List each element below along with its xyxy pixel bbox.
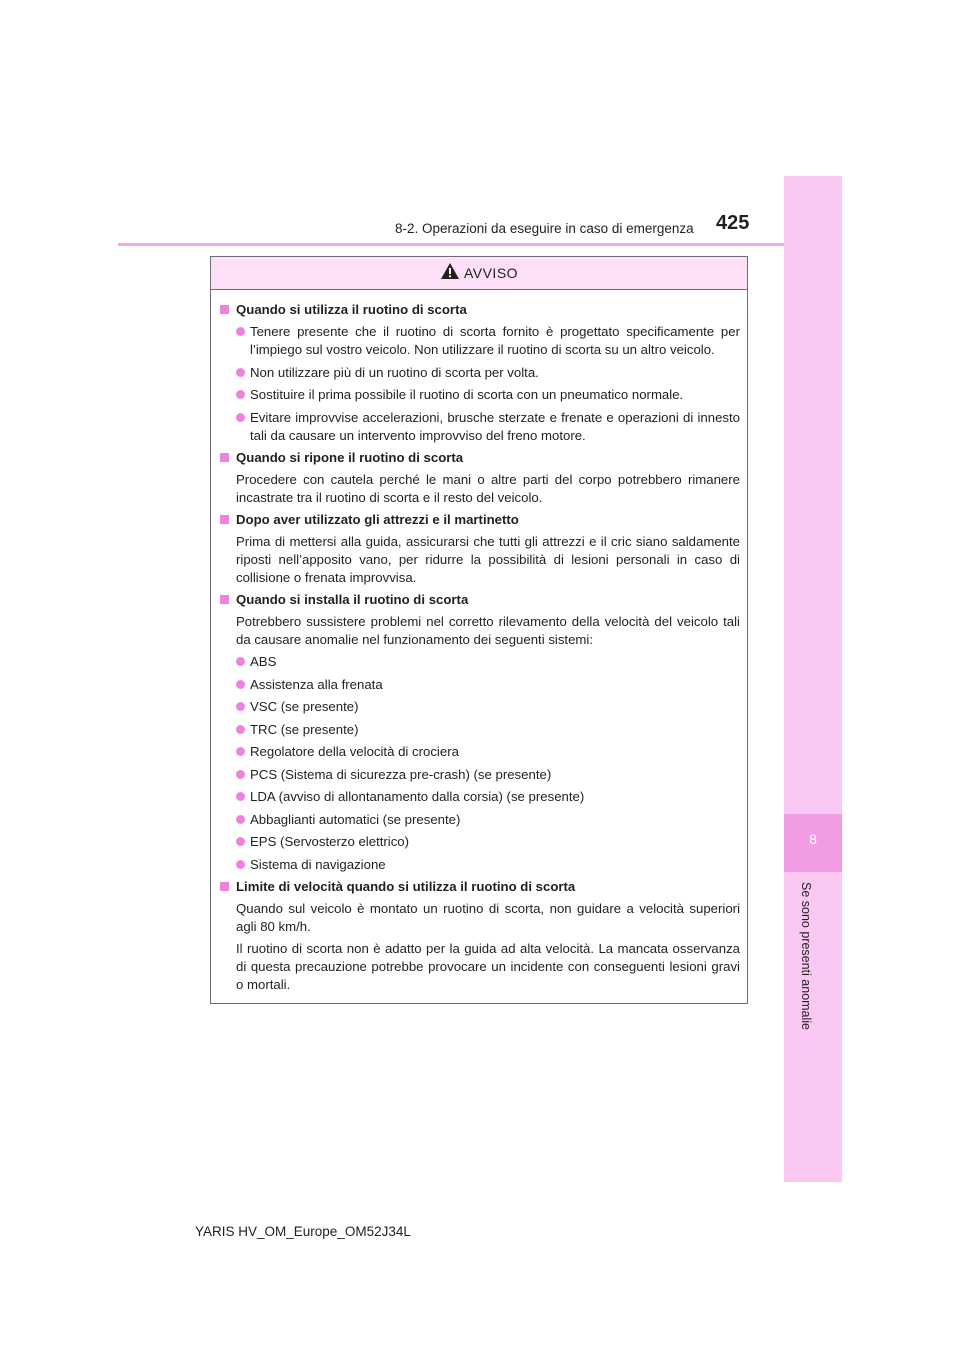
list-item: EPS (Servosterzo elettrico) (218, 833, 740, 851)
section-text: Il ruotino di scorta non è adatto per la guida ad alta velocità. La mancata osservanza di questa precauzione potrebbe provocare un incidente con conseguenti lesioni gravi o mortali. (236, 941, 740, 992)
section-text: Potrebbero sussistere problemi nel corretto rilevamento della velocità del veicolo tali da causare anomalie nel funzionamento dei seguenti sistemi: (236, 614, 740, 647)
list-item: Sistema di navigazione (218, 856, 740, 874)
list-item: Evitare improvvise accelerazioni, brusche sterzate e frenate e operazioni di innesto tali da causare un intervento improvviso del freno motore. (218, 409, 740, 445)
chapter-number: 8 (809, 831, 817, 847)
section-title: Dopo aver utilizzato gli attrezzi e il martinetto (218, 511, 740, 529)
section-text: Procedere con cautela perché le mani o altre parti del corpo potrebbero rimanere incastrate tra il ruotino di scorta e il resto del veicolo. (236, 472, 740, 505)
list-item: VSC (se presente) (218, 698, 740, 716)
section-title: Quando si installa il ruotino di scorta (218, 591, 740, 609)
section-title: Limite di velocità quando si utilizza il ruotino di scorta (218, 878, 740, 896)
section-title: Quando si ripone il ruotino di scorta (218, 449, 740, 467)
list-item: Non utilizzare più di un ruotino di scorta per volta. (218, 364, 740, 382)
list-item: ABS (218, 653, 740, 671)
list-item: LDA (avviso di allontanamento dalla corsia) (se presente) (218, 788, 740, 806)
header-rule (118, 243, 842, 246)
list-item: Sostituire il prima possibile il ruotino di scorta con un pneumatico normale. (218, 386, 740, 404)
chapter-number-box (784, 814, 842, 872)
section-title: Quando si utilizza il ruotino di scorta (218, 301, 740, 319)
warning-body (211, 290, 747, 994)
footer-model-code: YARIS HV_OM_Europe_OM52J34L (195, 1224, 411, 1239)
list-item: TRC (se presente) (218, 721, 740, 739)
section-text: Prima di mettersi alla guida, assicurarsi che tutti gli attrezzi e il cric siano saldamente riposti nell’apposito vano, per ridurre la possibilità di lesioni personali in caso di collisione o frenata improvvisa. (236, 534, 740, 585)
running-header-section: 8-2. Operazioni da eseguire in caso di emergenza (395, 221, 694, 236)
section-text: Quando sul veicolo è montato un ruotino di scorta, non guidare a velocità superiori agli 80 km/h. (236, 901, 740, 934)
list-item: Tenere presente che il ruotino di scorta fornito è progettato specificamente per l’impiego sul vostro veicolo. Non utilizzare il ruotino di scorta su un altro veicolo. (218, 323, 740, 359)
list-item: Abbaglianti automatici (se presente) (218, 811, 740, 829)
warning-header (211, 257, 747, 290)
warning-triangle-icon (440, 262, 460, 285)
list-item: Regolatore della velocità di crociera (218, 743, 740, 761)
list-item: Assistenza alla frenata (218, 676, 740, 694)
warning-box (210, 256, 748, 1004)
chapter-side-tab (784, 176, 842, 1182)
list-item: PCS (Sistema di sicurezza pre-crash) (se presente) (218, 766, 740, 784)
chapter-label: Se sono presenti anomalie (799, 882, 813, 1031)
page-number: 425 (716, 212, 750, 234)
warning-title: AVVISO (463, 265, 519, 281)
